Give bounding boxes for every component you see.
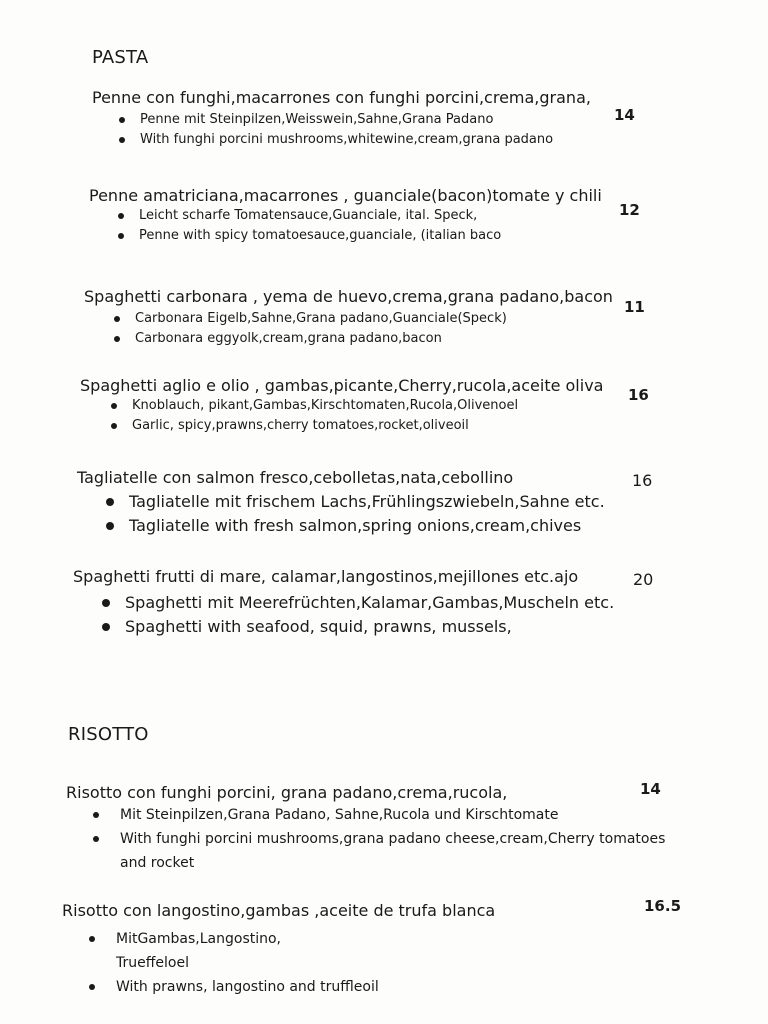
menu-item-tagliatelle-salmon [77,468,605,538]
list-item: MitGambas,Langostino, [86,927,495,951]
section-heading-pasta: PASTA [92,47,149,68]
menu-item-spaghetti-aglio-olio [80,376,603,436]
list-item: With prawns, langostino and truffleoil [86,975,495,999]
dish-title: Spaghetti carbonara , yema de huevo,crema,grana padano,bacon [84,287,613,306]
dish-description-list [116,110,591,150]
list-item: Tagliatelle mit frischem Lachs,Frühlingszwiebeln,Sahne etc. [103,490,605,514]
dish-title: Risotto con langostino,gambas ,aceite de trufa blanca [62,901,496,920]
dish-description-list [99,591,614,639]
list-item: Carbonara Eigelb,Sahne,Grana padano,Guanciale(Speck) [111,309,613,329]
dish-description-list [108,396,603,436]
list-item: Spaghetti with seafood, squid, prawns, mussels, [99,615,614,639]
list-item: With funghi porcini mushrooms,grana padano cheese,cream,Cherry tomatoes and rocket [90,827,695,875]
list-item-continuation [86,951,495,975]
dish-description-list [103,490,605,538]
dish-price: 16.5 [644,897,682,915]
menu-item-penne-funghi [92,88,591,150]
menu-item-risotto-funghi [66,783,695,875]
list-item: Spaghetti mit Meerefrüchten,Kalamar,Gambas,Muscheln etc. [99,591,614,615]
dish-price: 20 [633,570,654,589]
menu-item-risotto-langostino [62,901,495,999]
dish-description-list [90,803,695,875]
dish-price: 14 [640,780,661,798]
dish-title: Spaghetti aglio e olio , gambas,picante,Cherry,rucola,aceite oliva [80,376,604,395]
list-item: With funghi porcini mushrooms,whitewine,cream,grana padano [116,130,591,150]
dish-title: Penne amatriciana,macarrones , guanciale(bacon)tomate y chili [89,186,602,205]
dish-price: 16 [632,471,653,490]
dish-title: Risotto con funghi porcini, grana padano,crema,rucola, [66,783,508,802]
dish-price: 14 [614,106,635,124]
menu-item-spaghetti-frutti-di-mare [73,567,614,639]
dish-title: Tagliatelle con salmon fresco,cebolletas,nata,cebollino [77,468,514,487]
dish-title: Spaghetti frutti di mare, calamar,langostinos,mejillones etc.ajo [73,567,579,586]
dish-price: 11 [624,298,645,316]
dish-description-list [111,309,613,349]
dish-price: 16 [628,386,649,404]
dish-description-list [115,206,602,246]
list-item: Penne with spicy tomatoesauce,guanciale, (italian baco [115,226,602,246]
dish-title: Penne con funghi,macarrones con funghi porcini,crema,grana, [92,88,591,107]
dish-price: 12 [619,201,640,219]
list-item: Leicht scharfe Tomatensauce,Guanciale, ital. Speck, [115,206,602,226]
continuation-text: Trueffeloel [116,955,189,971]
list-item: Tagliatelle with fresh salmon,spring onions,cream,chives [103,514,605,538]
list-item: Knoblauch, pikant,Gambas,Kirschtomaten,Rucola,Olivenoel [108,396,603,416]
list-item: Penne mit Steinpilzen,Weisswein,Sahne,Grana Padano [116,110,591,130]
section-heading-risotto: RISOTTO [68,724,149,745]
menu-item-penne-amatriciana [89,186,602,246]
menu-item-spaghetti-carbonara [84,287,613,349]
dish-description-list [86,927,495,999]
list-item: Garlic, spicy,prawns,cherry tomatoes,rocket,oliveoil [108,416,603,436]
list-item: Carbonara eggyolk,cream,grana padano,bacon [111,329,613,349]
list-item: Mit Steinpilzen,Grana Padano, Sahne,Rucola und Kirschtomate [90,803,695,827]
